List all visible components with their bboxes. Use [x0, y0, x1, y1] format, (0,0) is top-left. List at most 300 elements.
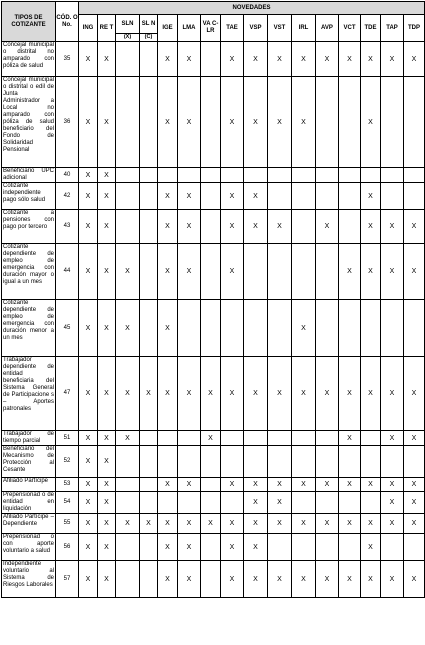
novedad-mark-vsp: X — [244, 77, 268, 168]
novedad-mark-sln — [140, 210, 158, 244]
novedad-mark-tap: X — [381, 514, 404, 534]
novedad-mark-vct — [339, 183, 361, 210]
novedad-mark-ing: X — [79, 168, 98, 183]
table-row — [2, 168, 425, 183]
col-header-sln-c: SL N — [140, 15, 158, 34]
novedad-mark-lma: X — [178, 478, 201, 492]
novedad-mark-sln — [140, 492, 158, 514]
novedad-mark-vct — [339, 492, 361, 514]
col-header-ing: ING — [79, 15, 98, 42]
novedad-mark-tap: X — [381, 431, 404, 446]
novedad-mark-ing: X — [79, 514, 98, 534]
novedad-mark-irl: X — [292, 514, 316, 534]
novedad-mark-ige — [158, 492, 178, 514]
novedad-mark-sln — [140, 183, 158, 210]
novedad-mark-tde: X — [361, 244, 381, 300]
novedad-mark-tde: X — [361, 357, 381, 431]
cotizante-type-name: Cotizante dependiente de empleo de emergencia con duración mayor o igual a un mes — [2, 244, 56, 300]
novedad-mark-ing: X — [79, 492, 98, 514]
cotizante-code: 36 — [56, 77, 79, 168]
novedad-mark-sln — [116, 210, 140, 244]
novedad-mark-lma: X — [178, 534, 201, 561]
novedad-mark-tde — [361, 492, 381, 514]
novedad-mark-ret: X — [98, 561, 116, 598]
novedad-mark-ret: X — [98, 534, 116, 561]
novedad-mark-avp — [316, 431, 339, 446]
novedad-mark-irl — [292, 492, 316, 514]
novedad-mark-vct — [339, 77, 361, 168]
novedad-mark-sln — [140, 77, 158, 168]
novedad-mark-vct — [339, 300, 361, 357]
novedad-mark-ret: X — [98, 183, 116, 210]
col-header-vct: VCT — [339, 15, 361, 42]
novedad-mark-vaclr: X — [201, 431, 221, 446]
novedad-mark-ige: X — [158, 210, 178, 244]
novedad-mark-vct: X — [339, 514, 361, 534]
novedad-mark-sln — [116, 168, 140, 183]
novedad-mark-tdp — [404, 168, 425, 183]
novedad-mark-tap: X — [381, 478, 404, 492]
novedad-mark-lma — [178, 492, 201, 514]
novedad-mark-tdp: X — [404, 210, 425, 244]
novedad-mark-lma: X — [178, 77, 201, 168]
col-header-sln-x: SLN — [116, 15, 140, 34]
table-row — [2, 210, 425, 244]
cotizante-code: 40 — [56, 168, 79, 183]
cotizante-code: 56 — [56, 534, 79, 561]
novedad-mark-vaclr: X — [201, 514, 221, 534]
novedad-mark-tae — [221, 300, 244, 357]
novedad-mark-lma: X — [178, 210, 201, 244]
novedad-mark-ret: X — [98, 42, 116, 77]
novedad-mark-lma — [178, 431, 201, 446]
table-row — [2, 431, 425, 446]
novedad-mark-ret: X — [98, 210, 116, 244]
cotizante-type-name: Concejal municipal o distrital o edil de Junta Administrador a Local no amparado con póliza de salud beneficiario del Fondo de Solidaridad Pensional — [2, 77, 56, 168]
novedad-mark-tap — [381, 183, 404, 210]
novedad-mark-vct: X — [339, 561, 361, 598]
cotizante-code: 55 — [56, 514, 79, 534]
novedad-mark-tap: X — [381, 244, 404, 300]
novedad-mark-ret: X — [98, 168, 116, 183]
table-row — [2, 561, 425, 598]
novedad-mark-avp — [316, 534, 339, 561]
table-row — [2, 446, 425, 478]
novedad-mark-vaclr — [201, 492, 221, 514]
table-row — [2, 357, 425, 431]
novedad-mark-sln: X — [116, 431, 140, 446]
novedad-mark-vaclr — [201, 183, 221, 210]
novedad-mark-vaclr — [201, 42, 221, 77]
novedad-mark-lma: X — [178, 561, 201, 598]
novedad-mark-sln — [116, 183, 140, 210]
novedad-mark-tae: X — [221, 478, 244, 492]
novedad-mark-ret: X — [98, 446, 116, 478]
novedad-mark-tae — [221, 431, 244, 446]
novedad-mark-vsp — [244, 168, 268, 183]
novedad-mark-tae: X — [221, 561, 244, 598]
novedad-mark-ige: X — [158, 183, 178, 210]
novedad-mark-ige: X — [158, 478, 178, 492]
novedad-mark-tde — [361, 168, 381, 183]
novedad-mark-sln — [140, 446, 158, 478]
novedad-mark-ing: X — [79, 300, 98, 357]
novedad-mark-irl — [292, 168, 316, 183]
header-cod-no: CÓD. O No. — [56, 2, 79, 42]
novedad-mark-tap — [381, 168, 404, 183]
novedad-mark-tdp: X — [404, 244, 425, 300]
novedad-mark-vaclr — [201, 168, 221, 183]
novedad-mark-ret: X — [98, 514, 116, 534]
col-header-vsp: VSP — [244, 15, 268, 42]
table-row — [2, 478, 425, 492]
novedad-mark-ret: X — [98, 492, 116, 514]
novedad-mark-ret: X — [98, 431, 116, 446]
cotizante-type-name: Concejal municipal o distrital no amparado con póliza de salud — [2, 42, 56, 77]
novedad-mark-ige: X — [158, 42, 178, 77]
novedad-mark-ige: X — [158, 244, 178, 300]
novedad-mark-tde: X — [361, 42, 381, 77]
cotizante-code: 52 — [56, 446, 79, 478]
novedad-mark-tap: X — [381, 42, 404, 77]
cotizante-code: 47 — [56, 357, 79, 431]
novedad-mark-vst: X — [268, 210, 292, 244]
novedad-mark-sln — [116, 561, 140, 598]
novedad-mark-sln — [116, 77, 140, 168]
novedad-mark-ige — [158, 446, 178, 478]
novedad-mark-tdp: X — [404, 561, 425, 598]
novedad-mark-tdp: X — [404, 42, 425, 77]
novedad-mark-vst: X — [268, 514, 292, 534]
header-novedades: NOVEDADES — [79, 2, 425, 15]
novedad-mark-ing: X — [79, 357, 98, 431]
novedad-mark-ing: X — [79, 183, 98, 210]
novedad-mark-tdp: X — [404, 514, 425, 534]
cotizante-code: 54 — [56, 492, 79, 514]
novedad-mark-ige: X — [158, 300, 178, 357]
novedad-mark-vsp: X — [244, 357, 268, 431]
novedad-mark-avp — [316, 492, 339, 514]
novedad-mark-vct: X — [339, 431, 361, 446]
novedad-mark-ige — [158, 431, 178, 446]
novedad-mark-tae: X — [221, 77, 244, 168]
novedad-mark-vst — [268, 244, 292, 300]
novedad-mark-vct — [339, 534, 361, 561]
novedad-mark-vct — [339, 168, 361, 183]
novedad-mark-avp — [316, 77, 339, 168]
table-row — [2, 42, 425, 77]
novedad-mark-vst — [268, 446, 292, 478]
novedad-mark-lma — [178, 446, 201, 478]
novedad-mark-tde: X — [361, 478, 381, 492]
cotizante-type-name: Trabajador dependiente de entidad beneficiaria del Sistema General de Participacione s – Aportes patronales — [2, 357, 56, 431]
novedad-mark-ing: X — [79, 431, 98, 446]
novedad-mark-tdp: X — [404, 357, 425, 431]
novedad-mark-lma — [178, 168, 201, 183]
novedad-mark-sln — [116, 446, 140, 478]
novedad-mark-tap — [381, 534, 404, 561]
novedad-mark-irl: X — [292, 561, 316, 598]
cotizante-code: 51 — [56, 431, 79, 446]
cotizante-type-name: Prepensionad o con aporte voluntario a salud — [2, 534, 56, 561]
novedad-mark-avp — [316, 244, 339, 300]
novedad-mark-irl — [292, 183, 316, 210]
novedad-mark-vaclr — [201, 478, 221, 492]
novedad-mark-ret: X — [98, 77, 116, 168]
novedad-mark-ret: X — [98, 357, 116, 431]
table-row — [2, 534, 425, 561]
novedad-mark-tde — [361, 300, 381, 357]
novedad-mark-vaclr — [201, 446, 221, 478]
novedad-mark-sln — [116, 492, 140, 514]
novedad-mark-tdp — [404, 300, 425, 357]
novedad-mark-avp — [316, 183, 339, 210]
novedad-mark-sln — [140, 534, 158, 561]
novedad-mark-vst — [268, 431, 292, 446]
cotizante-code: 44 — [56, 244, 79, 300]
novedad-mark-vst — [268, 300, 292, 357]
novedad-mark-tap — [381, 446, 404, 478]
novedad-mark-irl — [292, 446, 316, 478]
novedad-mark-tdp: X — [404, 431, 425, 446]
novedad-mark-sln — [116, 42, 140, 77]
novedad-mark-vct: X — [339, 357, 361, 431]
novedad-mark-tdp: X — [404, 478, 425, 492]
novedad-mark-vsp: X — [244, 42, 268, 77]
col-header-ige: IGE — [158, 15, 178, 42]
cotizante-type-name: Afiliado Partícipe – Dependiente — [2, 514, 56, 534]
cotizante-type-name: Trabajador de tiempo parcial — [3, 431, 54, 444]
novedad-mark-tde: X — [361, 561, 381, 598]
novedad-mark-avp — [316, 168, 339, 183]
header-tipos-de-cotizante: TIPOS DE COTIZANTE — [2, 2, 56, 42]
novedad-mark-irl: X — [292, 478, 316, 492]
novedad-mark-vct — [339, 446, 361, 478]
novedad-mark-ret: X — [98, 300, 116, 357]
col-header-lma: LMA — [178, 15, 201, 42]
novedad-mark-ing: X — [79, 534, 98, 561]
cotizante-type-name: Cotizante independiente pago sólo salud — [2, 183, 56, 210]
novedad-mark-sln — [140, 561, 158, 598]
novedad-mark-vsp — [244, 244, 268, 300]
novedad-mark-vst — [268, 168, 292, 183]
novedad-mark-irl — [292, 244, 316, 300]
table-row — [2, 514, 425, 534]
novedad-mark-vst — [268, 183, 292, 210]
cotizante-type-name: Afiliado Partícipe — [2, 478, 56, 492]
novedad-mark-ret: X — [98, 478, 116, 492]
novedad-mark-tap — [381, 300, 404, 357]
novedad-mark-ing: X — [79, 561, 98, 598]
novedad-mark-vst: X — [268, 478, 292, 492]
table-row — [2, 77, 425, 168]
novedad-mark-ige — [158, 168, 178, 183]
cotizante-code: 43 — [56, 210, 79, 244]
novedad-mark-tae — [221, 168, 244, 183]
novedad-mark-vct: X — [339, 244, 361, 300]
novedad-mark-tap: X — [381, 561, 404, 598]
novedad-mark-sln: X — [116, 357, 140, 431]
novedad-mark-avp: X — [316, 478, 339, 492]
col-subheader-x: (X) — [116, 34, 140, 42]
novedad-mark-sln: X — [140, 357, 158, 431]
novedad-mark-vaclr — [201, 77, 221, 168]
novedad-mark-avp: X — [316, 514, 339, 534]
novedad-mark-tap: X — [381, 492, 404, 514]
cotizante-type-name: Independiente voluntario al Sistema de Riesgos Laborales — [2, 561, 56, 598]
novedad-mark-tde: X — [361, 77, 381, 168]
novedad-mark-tap: X — [381, 357, 404, 431]
novedad-mark-ing: X — [79, 478, 98, 492]
novedad-mark-vaclr — [201, 561, 221, 598]
novedad-mark-lma: X — [178, 244, 201, 300]
cotizante-code: 42 — [56, 183, 79, 210]
novedad-mark-tae: X — [221, 210, 244, 244]
novedad-mark-vst: X — [268, 357, 292, 431]
novedad-mark-tde: X — [361, 514, 381, 534]
novedad-mark-lma: X — [178, 357, 201, 431]
novedad-mark-tdp — [404, 77, 425, 168]
novedad-mark-tde — [361, 446, 381, 478]
table-row — [2, 492, 425, 514]
novedad-mark-irl — [292, 534, 316, 561]
novedad-mark-lma: X — [178, 183, 201, 210]
novedad-mark-vst: X — [268, 561, 292, 598]
novedad-mark-avp: X — [316, 210, 339, 244]
novedad-mark-ing: X — [79, 210, 98, 244]
novedad-mark-vaclr — [201, 534, 221, 561]
novedad-mark-sln — [140, 300, 158, 357]
novedad-mark-irl: X — [292, 42, 316, 77]
novedad-mark-irl: X — [292, 357, 316, 431]
novedad-mark-vsp: X — [244, 514, 268, 534]
novedad-mark-sln: X — [116, 514, 140, 534]
cotizante-type-name: Beneficiario UPC adicional — [3, 168, 54, 181]
novedad-mark-ige: X — [158, 561, 178, 598]
cotizante-code: 35 — [56, 42, 79, 77]
novedad-mark-sln — [140, 431, 158, 446]
novedad-mark-tae: X — [221, 244, 244, 300]
novedad-mark-tde: X — [361, 210, 381, 244]
novedad-mark-lma — [178, 300, 201, 357]
novedad-mark-tde: X — [361, 534, 381, 561]
cotizante-type-name: Beneficiario del Mecanismo de Protección al Cesante — [2, 446, 56, 478]
novedad-mark-vaclr: X — [201, 357, 221, 431]
novedad-mark-tdp — [404, 534, 425, 561]
novedad-mark-ret: X — [98, 244, 116, 300]
novedad-mark-vsp — [244, 300, 268, 357]
novedad-mark-vsp: X — [244, 561, 268, 598]
novedad-mark-avp — [316, 300, 339, 357]
novedad-mark-ige: X — [158, 514, 178, 534]
col-header-vst: VST — [268, 15, 292, 42]
novedad-mark-tae: X — [221, 357, 244, 431]
novedad-mark-sln — [116, 478, 140, 492]
novedad-mark-vsp — [244, 446, 268, 478]
novedad-mark-tae: X — [221, 42, 244, 77]
novedad-mark-ing: X — [79, 77, 98, 168]
novedad-mark-ige: X — [158, 357, 178, 431]
novedad-mark-ige: X — [158, 534, 178, 561]
novedad-mark-vct: X — [339, 42, 361, 77]
novedad-mark-vsp: X — [244, 492, 268, 514]
novedad-mark-vaclr — [201, 244, 221, 300]
table-body — [2, 42, 425, 598]
novedad-mark-vst: X — [268, 77, 292, 168]
novedad-mark-sln — [140, 478, 158, 492]
novedad-mark-vsp: X — [244, 534, 268, 561]
novedad-mark-sln — [140, 168, 158, 183]
novedad-mark-tdp — [404, 183, 425, 210]
novedad-mark-sln — [116, 534, 140, 561]
novedades-table — [1, 1, 425, 598]
novedad-mark-vst: X — [268, 42, 292, 77]
novedad-mark-avp: X — [316, 42, 339, 77]
novedad-mark-irl: X — [292, 300, 316, 357]
novedad-mark-vsp: X — [244, 478, 268, 492]
table-row — [2, 300, 425, 357]
col-header-tap: TAP — [381, 15, 404, 42]
cotizante-type-name: Cotizante a pensiones con pago por tercero — [2, 210, 56, 244]
novedad-mark-tae: X — [221, 514, 244, 534]
cotizante-code: 45 — [56, 300, 79, 357]
col-header-tdp: TDP — [404, 15, 425, 42]
novedad-mark-tdp — [404, 446, 425, 478]
novedad-mark-tde — [361, 431, 381, 446]
novedad-mark-ing: X — [79, 244, 98, 300]
col-header-ret: RE T — [98, 15, 116, 42]
table-row — [2, 183, 425, 210]
novedad-mark-vsp — [244, 431, 268, 446]
novedad-mark-irl — [292, 210, 316, 244]
novedad-mark-irl — [292, 431, 316, 446]
novedad-mark-ige: X — [158, 77, 178, 168]
novedad-mark-lma: X — [178, 514, 201, 534]
novedad-mark-vaclr — [201, 300, 221, 357]
novedad-mark-tap: X — [381, 210, 404, 244]
col-header-vac-lr: VA C- LR — [201, 15, 221, 42]
novedad-mark-avp: X — [316, 357, 339, 431]
novedad-mark-lma: X — [178, 42, 201, 77]
novedad-mark-vst: X — [268, 492, 292, 514]
novedad-mark-tae: X — [221, 534, 244, 561]
novedad-mark-vsp: X — [244, 210, 268, 244]
col-header-avp: AVP — [316, 15, 339, 42]
novedad-mark-vst — [268, 534, 292, 561]
novedad-mark-sln: X — [116, 244, 140, 300]
novedad-mark-avp — [316, 446, 339, 478]
col-subheader-c: (C) — [140, 34, 158, 42]
col-header-tde: TDE — [361, 15, 381, 42]
novedad-mark-tae — [221, 492, 244, 514]
table-row — [2, 244, 425, 300]
novedad-mark-vct — [339, 210, 361, 244]
novedad-mark-tap — [381, 77, 404, 168]
novedad-mark-tdp: X — [404, 492, 425, 514]
novedad-mark-sln: X — [140, 514, 158, 534]
cotizante-type-name: Cotizante dependiente de empleo de emergencia con duración menor a un mes — [2, 300, 56, 357]
novedad-mark-vaclr — [201, 210, 221, 244]
novedad-mark-sln — [140, 42, 158, 77]
novedad-mark-sln: X — [116, 300, 140, 357]
novedad-mark-tae — [221, 446, 244, 478]
cotizante-code: 57 — [56, 561, 79, 598]
cotizante-code: 53 — [56, 478, 79, 492]
novedad-mark-ing: X — [79, 446, 98, 478]
col-header-irl: IRL — [292, 15, 316, 42]
novedad-mark-irl: X — [292, 77, 316, 168]
novedad-mark-ing: X — [79, 42, 98, 77]
